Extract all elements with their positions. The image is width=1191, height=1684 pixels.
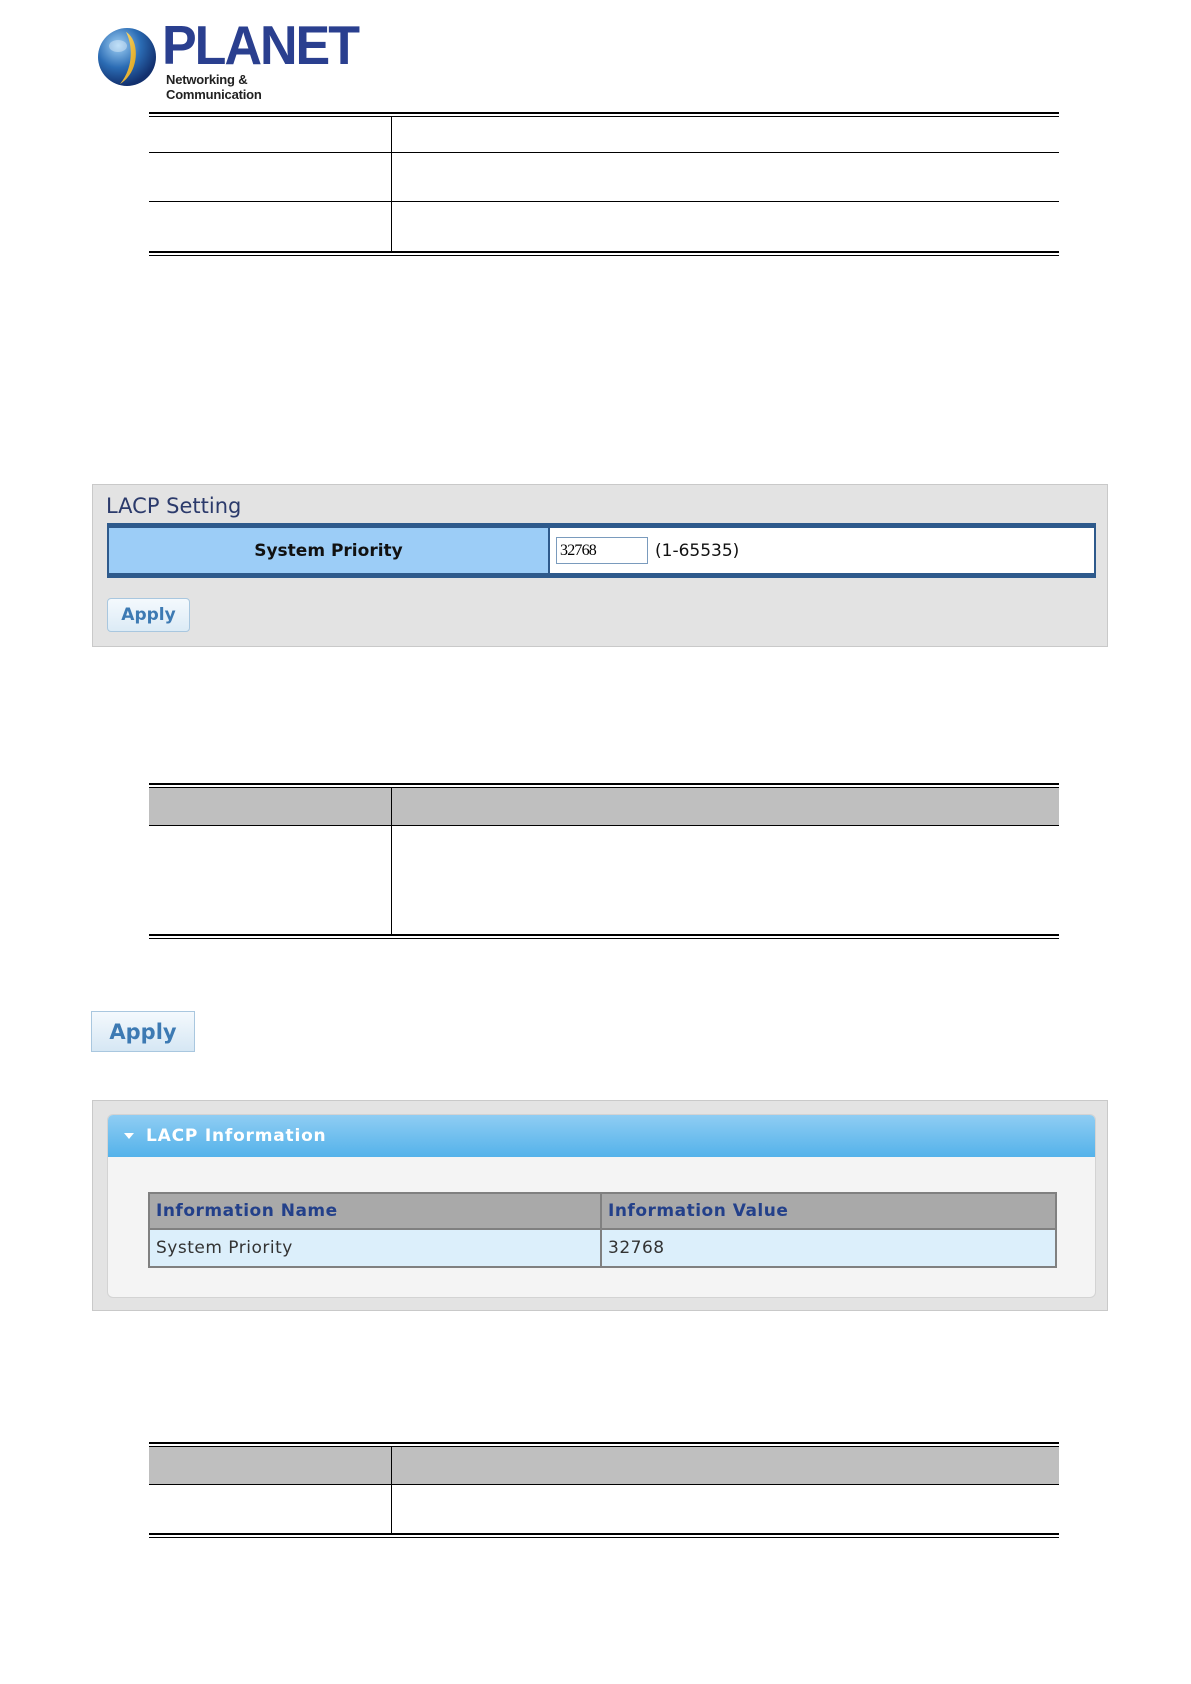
- logo-tagline: Networking & Communication: [166, 72, 262, 102]
- lacp-setting-panel: [92, 484, 1108, 647]
- system-priority-input[interactable]: [556, 537, 648, 564]
- table-row: [150, 1230, 1055, 1266]
- lacp-information-header[interactable]: [108, 1115, 1095, 1157]
- logo-wordmark: PLANET: [162, 15, 358, 77]
- system-priority-label: System Priority: [109, 528, 550, 573]
- system-priority-cell: [550, 528, 1094, 573]
- table-bottom-rule: [149, 251, 1059, 256]
- collapse-caret-icon[interactable]: [124, 1133, 134, 1139]
- lacp-information-title: LACP Information: [146, 1126, 327, 1146]
- lacp-setting-table: [107, 523, 1096, 578]
- table-row: [149, 117, 1059, 153]
- system-priority-range: (1-65535): [655, 540, 740, 561]
- table-row: [149, 202, 1059, 251]
- table-header-row: [149, 1447, 1059, 1485]
- doc-table-1: [149, 112, 1059, 256]
- table-row: [149, 826, 1059, 934]
- doc-table-2: [149, 783, 1059, 939]
- table-header-row: [150, 1194, 1055, 1230]
- lacp-information-box: [107, 1114, 1096, 1298]
- table-bottom-rule: [149, 934, 1059, 939]
- planet-globe-icon: [96, 26, 158, 88]
- table-row: [149, 153, 1059, 202]
- lacp-information-panel: [92, 1100, 1108, 1311]
- planet-logo: [96, 15, 358, 102]
- column-header-value: Information Value: [608, 1201, 789, 1221]
- lacp-setting-title: LACP Setting: [106, 494, 242, 518]
- lacp-information-table: [148, 1192, 1057, 1268]
- table-header-row: [149, 788, 1059, 826]
- doc-table-3: [149, 1442, 1059, 1538]
- info-name-cell: System Priority: [150, 1230, 602, 1266]
- table-row: [149, 1485, 1059, 1533]
- info-value-cell: 32768: [608, 1238, 665, 1258]
- apply-button[interactable]: Apply: [107, 598, 190, 632]
- apply-button-large[interactable]: Apply: [91, 1011, 195, 1052]
- table-bottom-rule: [149, 1533, 1059, 1538]
- column-header-name: Information Name: [150, 1194, 602, 1228]
